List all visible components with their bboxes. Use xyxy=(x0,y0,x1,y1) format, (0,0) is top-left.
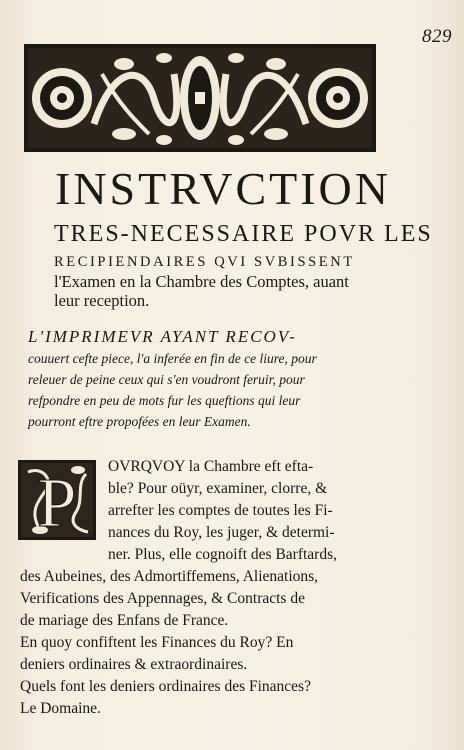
treatise-title: INSTRVCTION xyxy=(55,163,391,214)
body-line: des Aubeines, des Admortiffemens, Alienations, xyxy=(20,568,319,585)
drop-cap-initial xyxy=(18,460,96,540)
body-line: OVRQVOY la Chambre eft efta- xyxy=(108,458,314,475)
printer-note-heading: L'IMPRIMEVR AYANT RECOV- xyxy=(28,327,297,346)
drop-cap-letter: P xyxy=(37,465,77,540)
ornamental-headpiece xyxy=(24,44,376,152)
body-line: ble? Pour oüyr, examiner, clorre, & xyxy=(108,480,328,497)
subtitle-line-2: RECIPIENDAIRES QVI SVBISSENT xyxy=(54,254,355,270)
body-line: de mariage des Enfans de France. xyxy=(20,612,229,629)
printer-note-line: releuer de peine ceux qui s'en voudront feruir, pour xyxy=(28,372,305,387)
subtitle-line-3: l'Examen en la Chambre des Comptes, auant xyxy=(54,272,349,291)
body-line: arrefter les comptes de toutes les Fi- xyxy=(108,502,333,519)
subtitle-line-4: leur reception. xyxy=(54,291,150,310)
printer-note-line: refpondre en peu de mots fur les queftions qui leur xyxy=(28,393,301,408)
printer-note-line: pourront eftre propofées en leur Examen. xyxy=(28,414,251,429)
body-line: Verifications des Appennages, & Contracts de xyxy=(20,590,305,607)
body-line: Quels font les deniers ordinaires des Finances? xyxy=(20,678,311,695)
page-number: 829 xyxy=(422,26,452,47)
subtitle-line-1: TRES-NECESSAIRE POVR LES xyxy=(54,221,433,247)
body-line: Le Domaine. xyxy=(20,700,101,717)
body-line: ner. Plus, elle cognoift des Barftards, xyxy=(108,546,338,563)
body-line: deniers ordinaires & extraordinaires. xyxy=(20,656,248,673)
printer-note-line: couuert cefte piece, l'a inferée en fin de ce liure, pour xyxy=(28,351,317,366)
body-line: nances du Roy, les juger, & determi- xyxy=(108,524,335,541)
body-line: En quoy confiftent les Finances du Roy? En xyxy=(20,634,294,651)
